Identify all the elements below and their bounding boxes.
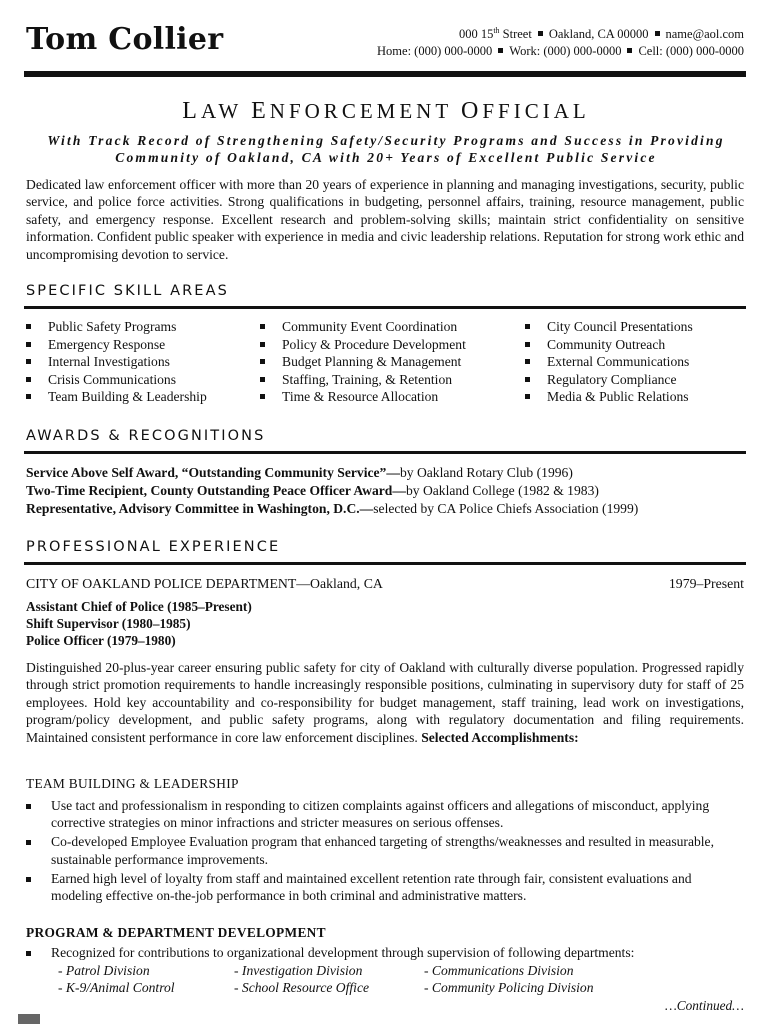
tagline-line: Community of Oakland, CA with 20+ Years of Excellent Public Service bbox=[115, 150, 657, 165]
bullet-icon bbox=[525, 342, 530, 347]
section-rule bbox=[24, 562, 746, 565]
division-row bbox=[58, 962, 594, 979]
job-title: Police Officer (1979–1980) bbox=[26, 632, 176, 648]
cell-phone: Cell: (000) 000-0000 bbox=[638, 44, 744, 59]
bullet-icon bbox=[525, 394, 530, 399]
title-word: AW bbox=[200, 99, 242, 123]
skill-item bbox=[260, 318, 466, 336]
address-number: 000 15 bbox=[458, 27, 494, 42]
title-initial: O bbox=[461, 98, 483, 124]
job-titles bbox=[26, 599, 252, 649]
candidate-name: Tom Collier bbox=[26, 22, 224, 57]
skill-item bbox=[525, 353, 693, 371]
employer-name: CITY OF OAKLAND POLICE DEPARTMENT—Oakland, CA bbox=[26, 576, 383, 591]
skill-item bbox=[260, 371, 466, 389]
title-word: FFICIAL bbox=[482, 99, 590, 123]
bullet-icon bbox=[525, 359, 530, 364]
skill-label: Community Outreach bbox=[547, 336, 666, 352]
bullet-text: Co-developed Employee Evaluation program that enhanced targeting of strengths/weaknesses and resulted in measurable, sustainable performance improvements. bbox=[51, 834, 714, 867]
skill-item bbox=[525, 318, 693, 336]
work-phone: Work: (000) 000-0000 bbox=[509, 44, 622, 59]
skill-item bbox=[260, 336, 466, 354]
award-title: Representative, Advisory Committee in Washington, D.C.— bbox=[26, 501, 374, 516]
section-heading-awards: AWARDS & RECOGNITIONS bbox=[26, 428, 266, 444]
skill-label: Internal Investigations bbox=[48, 354, 170, 370]
skill-item bbox=[525, 388, 693, 406]
employment-dates: 1979–Present bbox=[668, 576, 744, 591]
address-street: Street bbox=[499, 27, 532, 42]
bullet-icon bbox=[26, 804, 31, 809]
award-detail: selected by CA Police Chiefs Association (1999) bbox=[373, 501, 639, 516]
division-name: - Community Policing Division bbox=[424, 980, 594, 996]
section-rule bbox=[24, 451, 746, 454]
list-item bbox=[26, 944, 744, 961]
bullet-icon bbox=[26, 359, 31, 364]
bullet-icon bbox=[260, 359, 265, 364]
award-detail: by Oakland College (1982 & 1983) bbox=[405, 483, 599, 498]
bullet-icon bbox=[260, 324, 265, 329]
skill-label: Community Event Coordination bbox=[282, 319, 458, 334]
award-item bbox=[26, 464, 638, 482]
employer-line bbox=[26, 576, 744, 592]
description-text: Distinguished 20-plus-year career ensuring public safety for city of Oakland with culturally diverse population. Progressed rapidly through strict promotion requirements to handle increasingly responsible positions, culminating in supervisory duty for staff of 25 employees. Hold key accountability and co-responsibility for budget management, staff training, lead work on investigations, program/policy development, and public safety programs, along with regulatory documentation and filing requirements. Maintained consistent performance in core law enforcement disciplines. bbox=[26, 660, 744, 745]
skill-label: Team Building & Leadership bbox=[48, 389, 207, 405]
title-initial: L bbox=[182, 98, 201, 124]
section-rule bbox=[24, 306, 746, 309]
subheading-program-development: PROGRAM & DEPARTMENT DEVELOPMENT bbox=[26, 925, 326, 940]
job-title: Shift Supervisor (1980–1985) bbox=[26, 615, 191, 631]
title-word: NFORCEMENT bbox=[269, 99, 452, 123]
skill-label: Public Safety Programs bbox=[48, 319, 177, 334]
tagline-line: With Track Record of Strengthening Safety/Security Programs and Success in Providing bbox=[47, 133, 725, 148]
bullet-icon bbox=[26, 951, 31, 956]
skill-item bbox=[26, 318, 207, 336]
division-name: - Communications Division bbox=[424, 963, 574, 978]
team-bullets bbox=[26, 797, 744, 906]
bullet-icon bbox=[525, 377, 530, 382]
skills-column-2 bbox=[260, 318, 466, 406]
skill-item bbox=[26, 336, 207, 354]
home-phone: Home: (000) 000-0000 bbox=[377, 44, 493, 59]
contact-line-address bbox=[377, 22, 744, 43]
list-item bbox=[26, 870, 744, 904]
award-item bbox=[26, 500, 638, 518]
division-row bbox=[58, 979, 594, 996]
skill-item bbox=[525, 336, 693, 354]
division-name: - Investigation Division bbox=[234, 963, 363, 978]
skill-label: Crisis Communications bbox=[48, 371, 177, 387]
award-item bbox=[26, 482, 638, 500]
skill-item bbox=[525, 371, 693, 389]
tagline bbox=[26, 132, 746, 166]
skill-item bbox=[26, 353, 207, 371]
bullet-text: Use tact and professionalism in responding to citizen complaints against officers and allegations of misconduct, applying corrective strategies on minor infractions and stricter measures on serious offenses. bbox=[51, 798, 710, 831]
email-address: name@aol.com bbox=[665, 27, 744, 42]
contact-block bbox=[377, 22, 744, 60]
description-bold: Selected Accomplishments: bbox=[417, 729, 579, 745]
summary-paragraph: Dedicated law enforcement officer with more than 20 years of experience in planning and managing investigations, security, public service, and police force activities. Strong qualifications in budgeting, personnel affairs, training, resource management, public safety, and emergency response. Excellent research and problem-solving skills; maintain strict confidentiality on sensitive information. Confident public speaker with experience in media and civic leadership relations. Reputation for strong work ethic and uncompromising devotion to service. bbox=[26, 177, 744, 262]
bullet-icon bbox=[260, 394, 265, 399]
bullet-icon bbox=[26, 324, 31, 329]
address-suffix: th bbox=[493, 26, 500, 35]
skill-label: Regulatory Compliance bbox=[547, 371, 677, 387]
list-item bbox=[26, 833, 744, 867]
skill-label: Policy & Procedure Development bbox=[282, 336, 466, 352]
separator-square bbox=[627, 48, 632, 53]
section-heading-skills: SPECIFIC SKILL AREAS bbox=[26, 283, 229, 299]
section-heading-experience: PROFESSIONAL EXPERIENCE bbox=[26, 539, 281, 555]
separator-square bbox=[655, 31, 660, 36]
program-bullets bbox=[26, 944, 744, 963]
skill-item bbox=[26, 371, 207, 389]
award-detail: by Oakland Rotary Club (1996) bbox=[399, 465, 573, 480]
bullet-icon bbox=[26, 394, 31, 399]
skill-label: Time & Resource Allocation bbox=[282, 389, 439, 405]
list-item bbox=[26, 797, 744, 831]
bullet-icon bbox=[260, 377, 265, 382]
skill-item bbox=[260, 388, 466, 406]
bullet-icon bbox=[26, 377, 31, 382]
bullet-icon bbox=[26, 840, 31, 845]
page-title bbox=[0, 98, 772, 125]
division-name: - School Resource Office bbox=[234, 980, 370, 996]
skill-item bbox=[26, 388, 207, 406]
skills-column-3 bbox=[525, 318, 693, 406]
bullet-icon bbox=[26, 342, 31, 347]
skill-label: Staffing, Training, & Retention bbox=[282, 371, 453, 387]
skills-column-1 bbox=[26, 318, 207, 406]
skill-label: Media & Public Relations bbox=[547, 389, 689, 405]
skill-label: Emergency Response bbox=[48, 336, 166, 352]
bullet-icon bbox=[525, 324, 530, 329]
skill-label: City Council Presentations bbox=[547, 319, 693, 334]
continued-note: …Continued… bbox=[664, 998, 744, 1013]
bullet-icon bbox=[26, 877, 31, 882]
title-initial: E bbox=[251, 98, 270, 124]
awards-list bbox=[26, 464, 638, 518]
skill-label: Budget Planning & Management bbox=[282, 354, 462, 370]
divisions-table bbox=[58, 962, 594, 996]
subheading-team-building: TEAM BUILDING & LEADERSHIP bbox=[26, 776, 239, 791]
address-city: Oakland, CA 00000 bbox=[548, 27, 649, 42]
award-title: Service Above Self Award, “Outstanding Community Service”— bbox=[26, 465, 400, 480]
bullet-text: Earned high level of loyalty from staff and maintained excellent retention rate through fair, consistent evaluations and modeling effective on-the-job performance in both criminal and administrative matters. bbox=[51, 870, 692, 904]
header-divider bbox=[24, 71, 746, 77]
skill-item bbox=[260, 353, 466, 371]
job-title: Assistant Chief of Police (1985–Present) bbox=[26, 599, 252, 614]
award-title: Two-Time Recipient, County Outstanding Peace Officer Award— bbox=[26, 483, 406, 498]
division-name: - K-9/Animal Control bbox=[58, 980, 175, 996]
experience-description bbox=[26, 659, 744, 746]
bullet-icon bbox=[260, 342, 265, 347]
division-name: - Patrol Division bbox=[58, 963, 150, 978]
separator-square bbox=[538, 31, 543, 36]
separator-square bbox=[498, 48, 503, 53]
bullet-text: Recognized for contributions to organizational development through supervision of following departments: bbox=[51, 945, 635, 960]
contact-line-phones bbox=[377, 43, 744, 60]
skill-label: External Communications bbox=[547, 354, 690, 370]
page-corner-mark bbox=[18, 1014, 40, 1024]
